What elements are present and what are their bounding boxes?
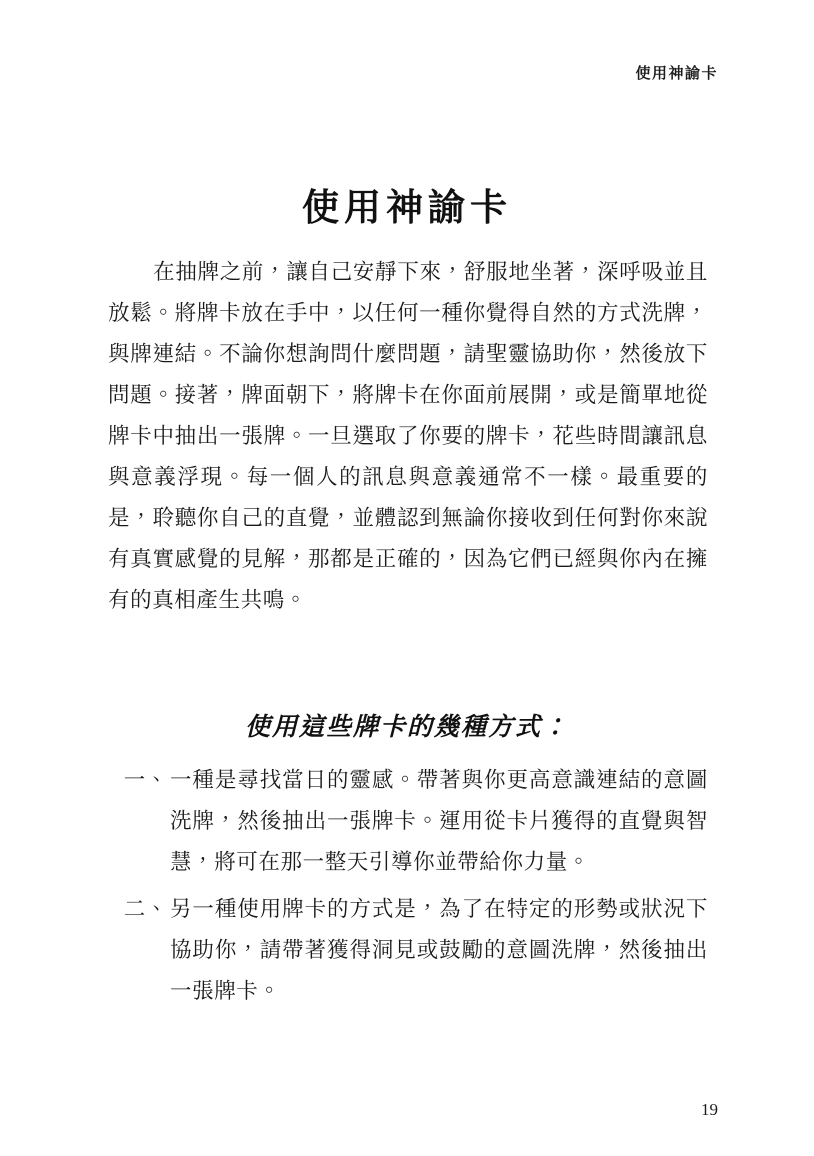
section-subheading: 使用這些牌卡的幾種方式：: [244, 713, 569, 741]
list-item-marker: 一、: [123, 768, 168, 792]
list-item: [108, 760, 708, 883]
page-number: 19: [701, 1100, 718, 1119]
body-paragraph: 在抽牌之前，讓自己安靜下來，舒服地坐著，深呼吸並且放鬆。將牌卡放在手中，以任何一種你覺得自然的方式洗牌，與牌連結。不論你想詢問什麼問題，請聖靈協助你，然後放下問題。接著，牌面朝下，將牌卡在你面前展開，或是簡單地從牌卡中抽出一張牌。一旦選取了你要的牌卡，花些時間讓訊息與意義浮現。每一個人的訊息與意義通常不一樣。最重要的是，聆聽你自己的直覺，並體認到無論你接收到任何對你來說有真實感覺的見解，那都是正確的，因為它們已經與你內在擁有的真相產生共鳴。: [108, 260, 708, 612]
page-title: 使用神諭卡: [302, 187, 512, 229]
list-item-text: 另一種使用牌卡的方式是，為了在特定的形勢或狀況下協助你，請帶著獲得洞見或鼓勵的意圖洗牌，然後抽出一張牌卡。: [170, 897, 708, 1003]
list-item: [108, 889, 708, 1012]
list-item-text: 一種是尋找當日的靈感。帶著與你更高意識連結的意圖洗牌，然後抽出一張牌卡。運用從卡片獲得的直覺與智慧，將可在那一整天引導你並帶給你力量。: [170, 768, 708, 874]
list-item-marker: 二、: [123, 897, 168, 921]
numbered-list: [108, 760, 708, 1018]
body-text-block: [108, 252, 708, 621]
running-header: 使用神諭卡: [635, 66, 718, 82]
